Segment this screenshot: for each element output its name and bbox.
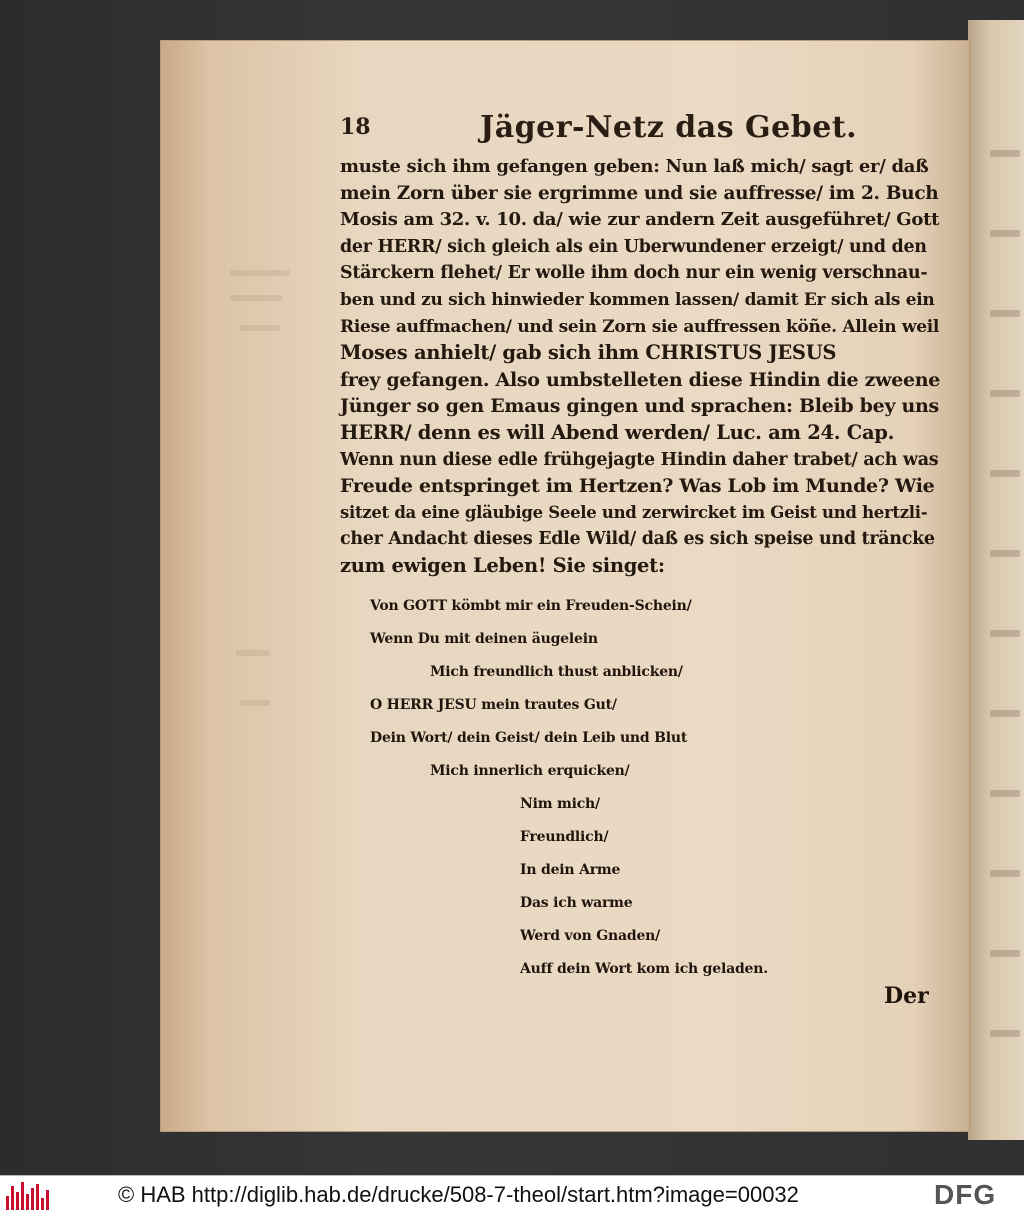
verse-line: In dein Arme — [520, 862, 621, 878]
verse-line: Mich freundlich thust anblicken/ — [430, 664, 683, 680]
text-line: Riese auffmachen/ und sein Zorn sie auffressen köñe. Allein weil — [340, 316, 940, 337]
text-line: der HERR/ sich gleich als ein Uberwundener erzeigt/ und den — [340, 236, 927, 257]
text-line: frey gefangen. Also umbstelleten diese Hindin die zweene — [340, 368, 941, 391]
verse-line: Mich innerlich erquicken/ — [430, 763, 630, 779]
verse-line: Nim mich/ — [520, 796, 600, 812]
hab-logo-icon — [6, 1180, 50, 1210]
text-line: Moses anhielt/ gab sich ihm CHRISTUS JESUS — [340, 341, 837, 365]
text-line: zum ewigen Leben! Sie singet: — [340, 553, 665, 577]
running-head — [340, 110, 900, 150]
body-text — [340, 154, 940, 580]
text-line: Wenn nun diese edle frühgejagte Hindin daher trabet/ ach was — [340, 449, 939, 470]
text-line: muste sich ihm gefangen geben: Nun laß mich/ sagt er/ daß — [340, 156, 929, 177]
text-line: HERR/ denn es will Abend werden/ Luc. am 24. Cap. — [340, 420, 895, 444]
verse-line: Dein Wort/ dein Geist/ dein Leib und Blut — [370, 730, 688, 746]
text-line: Jünger so gen Emaus gingen und sprachen: Bleib bey uns — [340, 395, 939, 418]
adjacent-page-edge — [968, 20, 1024, 1140]
text-line: sitzet da eine gläubige Seele und zerwircket im Geist und hertzli- — [340, 502, 928, 522]
verse-line: Wenn Du mit deinen äugelein — [370, 631, 598, 647]
text-line: ben und zu sich hinwieder kommen lassen/ damit Er sich als ein — [340, 289, 935, 310]
text-line: mein Zorn über sie ergrimme und sie auffresse/ im 2. Buch — [340, 182, 939, 204]
text-line: Freude entspringet im Hertzen? Was Lob im Munde? Wie — [340, 475, 935, 498]
verse-line: O HERR JESU mein trautes Gut/ — [370, 697, 617, 713]
verse-line: Werd von Gnaden/ — [520, 928, 661, 944]
page-number: 18 — [340, 114, 371, 140]
verse-line: Von GOTT kömbt mir ein Freuden-Schein/ — [370, 598, 692, 614]
verse-line: Auff dein Wort kom ich geladen. — [520, 961, 768, 977]
footer-bar — [0, 1175, 1024, 1215]
hymn-verse — [370, 590, 950, 986]
text-line: cher Andacht dieses Edle Wild/ daß es sich speise und träncke — [340, 529, 935, 550]
dfg-logo: DFG — [934, 1179, 997, 1210]
text-line: Mosis am 32. v. 10. da/ wie zur andern Zeit ausgeführet/ Gott — [340, 209, 940, 231]
text-line: Stärckern flehet/ Er wolle ihm doch nur ein wenig verschnau- — [340, 263, 928, 284]
verse-line: Freundlich/ — [520, 829, 609, 845]
page-header-title: Jäger-Netz das Gebet. — [480, 110, 858, 145]
verse-line: Das ich warme — [520, 895, 633, 911]
copyright-link[interactable]: © HAB http://diglib.hab.de/drucke/508-7-theol/start.htm?image=00032 — [118, 1182, 799, 1207]
catchword: Der — [884, 983, 929, 1009]
